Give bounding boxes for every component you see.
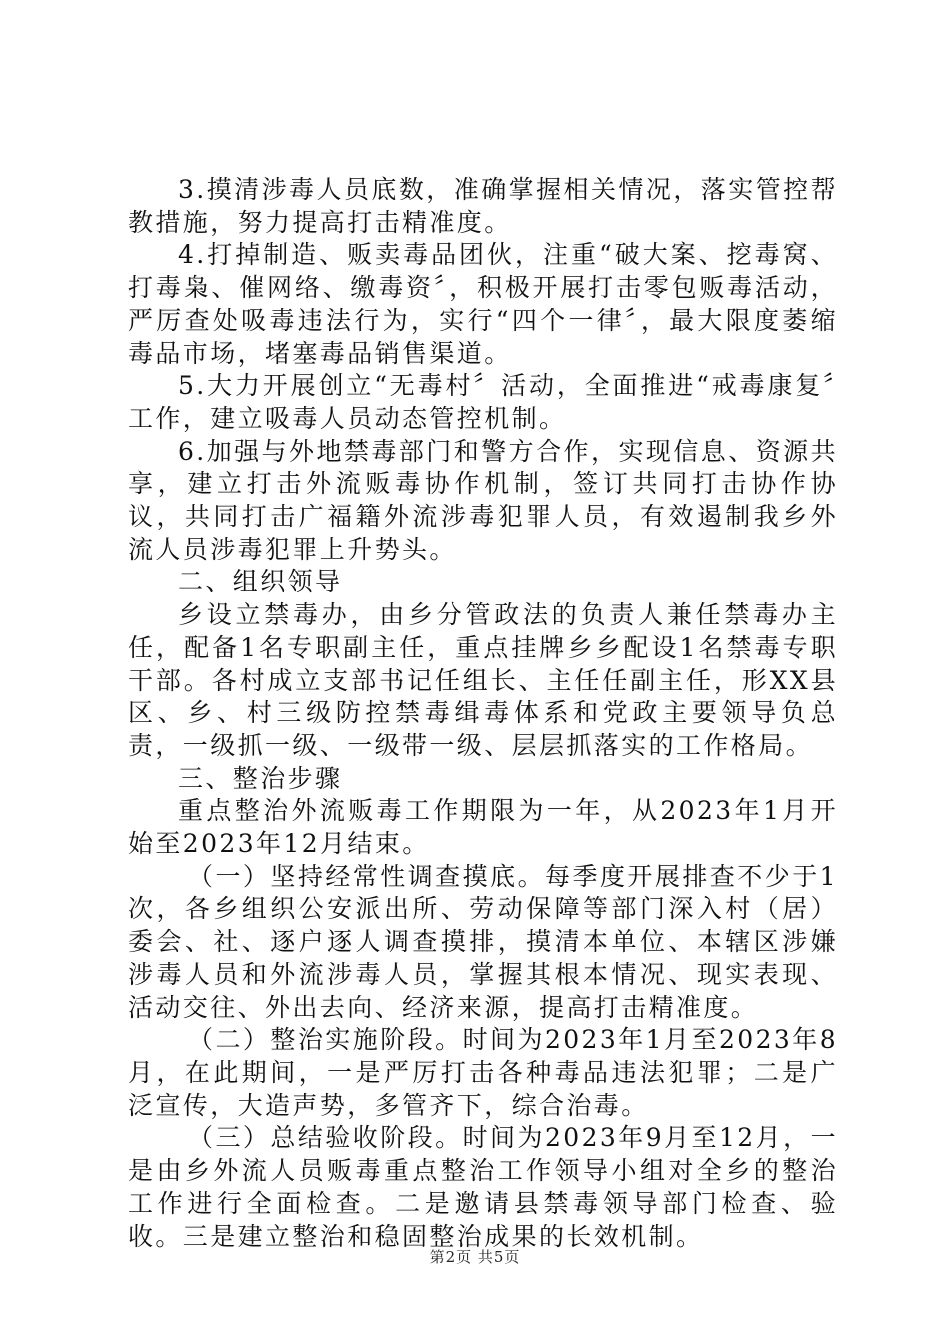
paragraph-item-5: 5.大力开展创立“无毒村〞活动，全面推进“戒毒康复〞工作，建立吸毒人员动态管控机制。 <box>128 371 838 433</box>
paragraph-item-4: 4.打掉制造、贩卖毒品团伙，注重“破大案、挖毒窝、打毒枭、催网络、缴毒资〞，积极开展打击零包贩毒活动，严厉查处吸毒违法行为，实行“四个一律〞，最大限度萎缩毒品市场，堵塞毒品销售渠道。 <box>128 240 838 368</box>
paragraph-step-2: （二）整治实施阶段。时间为2023年1月至2023年8月，在此期间，一是严厉打击各种毒品违法犯罪；二是广泛宣传，大造声势，多管齐下，综合治毒。 <box>128 1025 838 1120</box>
paragraph-step-3: （三）总结验收阶段。时间为2023年9月至12月，一是由乡外流人员贩毒重点整治工作领导小组对全乡的整治工作进行全面检查。二是邀请县禁毒领导部门检查、验收。三是建立整治和稳固整治成果的长效机制。 <box>128 1123 838 1251</box>
paragraph-period: 重点整治外流贩毒工作期限为一年，从2023年1月开始至2023年12月结束。 <box>128 796 838 859</box>
paragraph-item-3: 3.摸清涉毒人员底数，准确掌握相关情况，落实管控帮教措施，努力提高打击精准度。 <box>128 175 838 237</box>
paragraph-item-6: 6.加强与外地禁毒部门和警方合作，实现信息、资源共享，建立打击外流贩毒协作机制，签订共同打击协作协议，共同打击广福籍外流涉毒犯罪人员，有效遏制我乡外流人员涉毒犯罪上升势头。 <box>128 436 838 564</box>
paragraph-step-1: （一）坚持经常性调查摸底。每季度开展排查不少于1次，各乡组织公安派出所、劳动保障等部门深入村（居）委会、社、逐户逐人调查摸排，摸清本单位、本辖区涉嫌涉毒人员和外流涉毒人员，掌握其根本情况、现实表现、活动交往、外出去向、经济来源，提高打击精准度。 <box>128 861 838 1022</box>
section-heading-organization: 二、组织领导 <box>178 567 343 597</box>
section-heading-steps: 三、整治步骤 <box>178 763 343 793</box>
page-number-footer: 第2页 共5页 <box>429 1248 521 1266</box>
document-body <box>128 174 838 1253</box>
paragraph-organization: 乡设立禁毒办，由乡分管政法的负责人兼任禁毒办主任，配备1名专职副主任，重点挂牌乡乡配设1名禁毒专职干部。各村成立支部书记任组长、主任任副主任，形XX县区、乡、村三级防控禁毒缉毒体系和党政主要领导负总责，一级抓一级、一级带一级、层层抓落实的工作格局。 <box>128 600 838 760</box>
